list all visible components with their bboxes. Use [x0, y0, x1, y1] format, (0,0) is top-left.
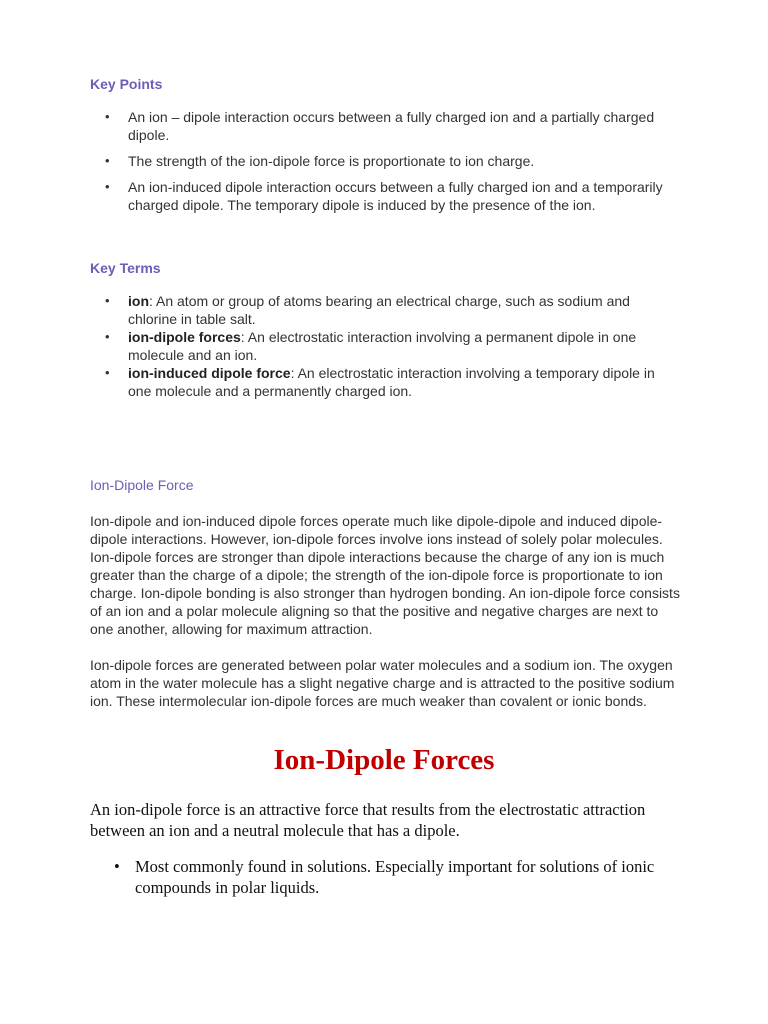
slide-title: Ion-Dipole Forces: [273, 744, 495, 776]
term-definition: : An atom or group of atoms bearing an electrical charge, such as sodium and chlorine in table salt.: [128, 293, 630, 327]
key-terms-list: [90, 292, 680, 400]
body-paragraph: Ion-dipole forces are generated between polar water molecules and a sodium ion. The oxygen atom in the water molecule has a slight negative charge and is attracted to the positive sodium ion. These intermolecular ion-dipole forces are much weaker than covalent or ionic bonds.: [90, 657, 675, 709]
term-definition: : An electrostatic interaction involving a temporary dipole in one molecule and a permanently charged ion.: [128, 365, 655, 399]
term-name: ion-induced dipole force: [128, 365, 291, 381]
slide-bullet-list: [90, 856, 690, 898]
list-item: • Most commonly found in solutions. Especially important for solutions of ionic compounds in polar liquids.: [90, 856, 690, 898]
ion-dipole-force-heading: Ion-Dipole Force: [90, 477, 194, 493]
list-item: • The strength of the ion-dipole force is proportionate to ion charge.: [90, 152, 680, 170]
term-definition: : An electrostatic interaction involving a permanent dipole in one molecule and an ion.: [128, 329, 637, 363]
term-name: ion: [128, 293, 149, 309]
key-points-heading: Key Points: [90, 76, 163, 92]
list-item: [90, 364, 680, 400]
list-item: • An ion – dipole interaction occurs between a fully charged ion and a partially charged dipole.: [90, 108, 680, 144]
list-item: [90, 292, 680, 328]
list-item: [90, 328, 680, 364]
slide-definition: An ion-dipole force is an attractive force that results from the electrostatic attraction between an ion and a neutral molecule that has a dipole.: [90, 800, 646, 840]
key-points-list: [90, 108, 680, 222]
key-terms-heading: Key Terms: [90, 260, 161, 276]
term-name: ion-dipole forces: [128, 329, 241, 345]
list-item: • An ion-induced dipole interaction occurs between a fully charged ion and a temporarily charged dipole. The temporary dipole is induced by the presence of the ion.: [90, 178, 680, 214]
body-paragraph: Ion-dipole and ion-induced dipole forces operate much like dipole-dipole and induced dipole-dipole interactions. However, ion-dipole forces involve ions instead of solely polar molecules. Ion-dipole forces are stronger than dipole interactions because the charge of any ion is much greater than the charge of a dipole; the strength of the ion-dipole force is proportionate to ion charge. Ion-dipole bonding is also stronger than hydrogen bonding. An ion-dipole force consists of an ion and a polar molecule aligning so that the positive and negative charges are next to one another, allowing for maximum attraction.: [90, 513, 680, 637]
